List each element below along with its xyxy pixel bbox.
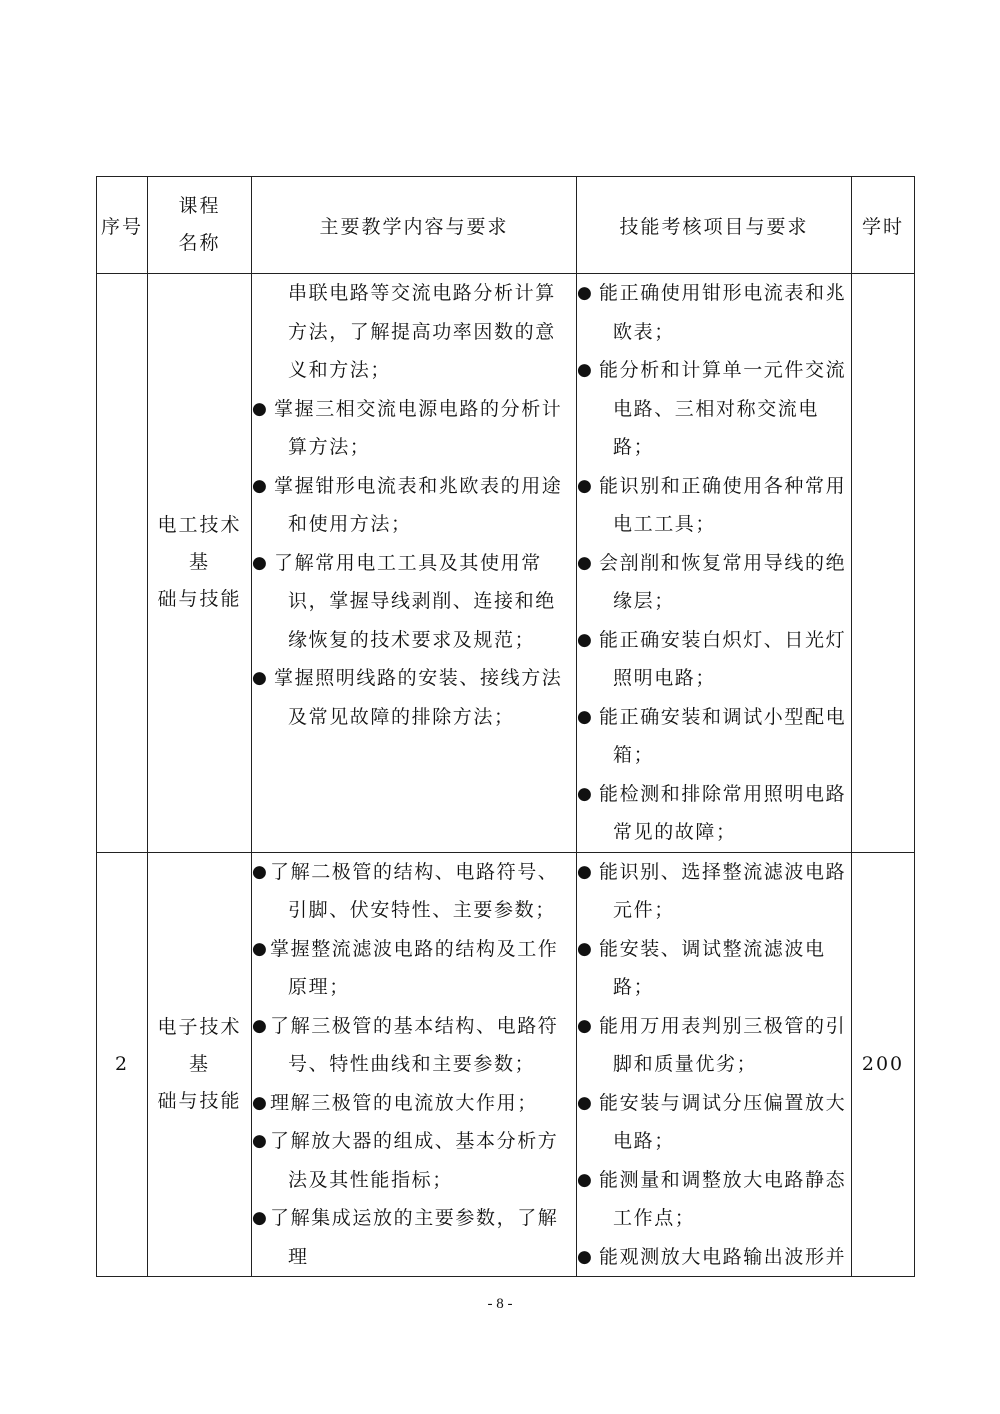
header-num: 序号 [97,177,148,274]
row2-hours: 200 [852,852,915,1277]
list-item: ● 能用万用表判别三极管的引脚和质量优劣； [577,1007,851,1084]
bullet-icon: ● [577,475,594,496]
bullet-icon: ● [252,1015,269,1036]
list-item: ● 了解三极管的基本结构、电路符号、特性曲线和主要参数； [252,1007,576,1084]
bullet-icon: ● [252,668,269,688]
header-name-line2: 名称 [178,232,221,254]
list-item: ● 能安装、调试整流滤波电路； [577,930,851,1007]
bullet-icon: ● [577,861,594,882]
bullet-icon: ● [252,475,269,496]
row1-num [97,274,148,853]
bullet-icon: ● [577,629,594,650]
row1-course-name [148,274,252,853]
list-item: ● 能正确安装白炽灯、日光灯照明电路； [577,621,851,698]
list-item: ● 能检测和排除常用照明电路常见的故障； [577,775,851,852]
course-table [96,176,915,1277]
list-item: ● 能观测放大电路输出波形并 [577,1238,851,1277]
list-item: ● 会剖削和恢复常用导线的绝缘层； [577,544,851,621]
row2-name-line1: 电子技术基 [157,1015,242,1075]
bullet-icon: ● [577,706,594,727]
list-item: ● 能识别和正确使用各种常用电工工具； [577,467,851,544]
bullet-icon: ● [252,1208,269,1228]
row1-content-cell [252,274,577,853]
bullet-icon: ● [577,1092,594,1113]
header-skills: 技能考核项目与要求 [577,177,852,274]
bullet-icon: ● [577,283,594,303]
list-item: ● 能正确使用钳形电流表和兆欧表； [577,274,851,351]
list-item: ● 掌握整流滤波电路的结构及工作原理； [252,930,576,1007]
list-item: ● 了解集成运放的主要参数，了解理 [252,1199,576,1276]
bullet-icon: ● [577,1246,594,1267]
bullet-icon: ● [252,1092,269,1113]
list-item: ● 能安装与调试分压偏置放大电路； [577,1084,851,1161]
list-item: ● 了解二极管的结构、电路符号、引脚、伏安特性、主要参数； [252,853,576,930]
header-row [97,177,915,274]
row2-num: 2 [97,852,148,1277]
bullet-icon: ● [577,1015,594,1036]
bullet-icon: ● [252,861,269,882]
bullet-icon: ● [252,1131,269,1151]
header-content: 主要教学内容与要求 [252,177,577,274]
row2-skills-cell [577,852,852,1277]
header-name-line1: 课程 [178,195,221,217]
list-item: ● 能正确安装和调试小型配电箱； [577,698,851,775]
table-row [97,274,915,853]
list-item: ● 掌握钳形电流表和兆欧表的用途和使用方法； [252,467,576,544]
list-item: ● 了解常用电工工具及其使用常识，掌握导线剥削、连接和绝缘恢复的技术要求及规范； [252,544,576,660]
list-item: ● 了解放大器的组成、基本分析方法及其性能指标； [252,1122,576,1199]
row1-skills-cell [577,274,852,853]
row1-name-line1: 电工技术基 [157,514,242,574]
list-item: ● 能分析和计算单一元件交流电路、三相对称交流电路； [577,351,851,467]
table-row [97,852,915,1277]
list-item: ● 理解三极管的电流放大作用； [252,1084,576,1123]
row1-hours [852,274,915,853]
bullet-icon: ● [577,360,594,380]
header-hours: 学时 [852,177,915,274]
bullet-icon: ● [577,1169,594,1190]
bullet-icon: ● [252,552,269,573]
list-item: ● 掌握三相交流电源电路的分析计算方法； [252,390,576,467]
header-course-name [148,177,252,274]
page-number: - 8 - [487,1296,513,1312]
bullet-icon: ● [252,938,269,959]
list-item: ● 能测量和调整放大电路静态工作点； [577,1161,851,1238]
row2-course-name [148,852,252,1277]
bullet-icon: ● [577,783,594,804]
list-item: 串联电路等交流电路分析计算方法，了解提高功率因数的意义和方法； [288,282,556,381]
bullet-icon: ● [252,398,269,419]
row1-name-line2: 础与技能 [157,588,242,611]
list-item: ● 能识别、选择整流滤波电路元件； [577,853,851,930]
bullet-icon: ● [577,938,594,959]
row2-name-line2: 础与技能 [157,1089,242,1112]
bullet-icon: ● [577,552,594,573]
row2-content-cell [252,852,577,1277]
list-item: ● 掌握照明线路的安装、接线方法及常见故障的排除方法； [252,659,576,736]
